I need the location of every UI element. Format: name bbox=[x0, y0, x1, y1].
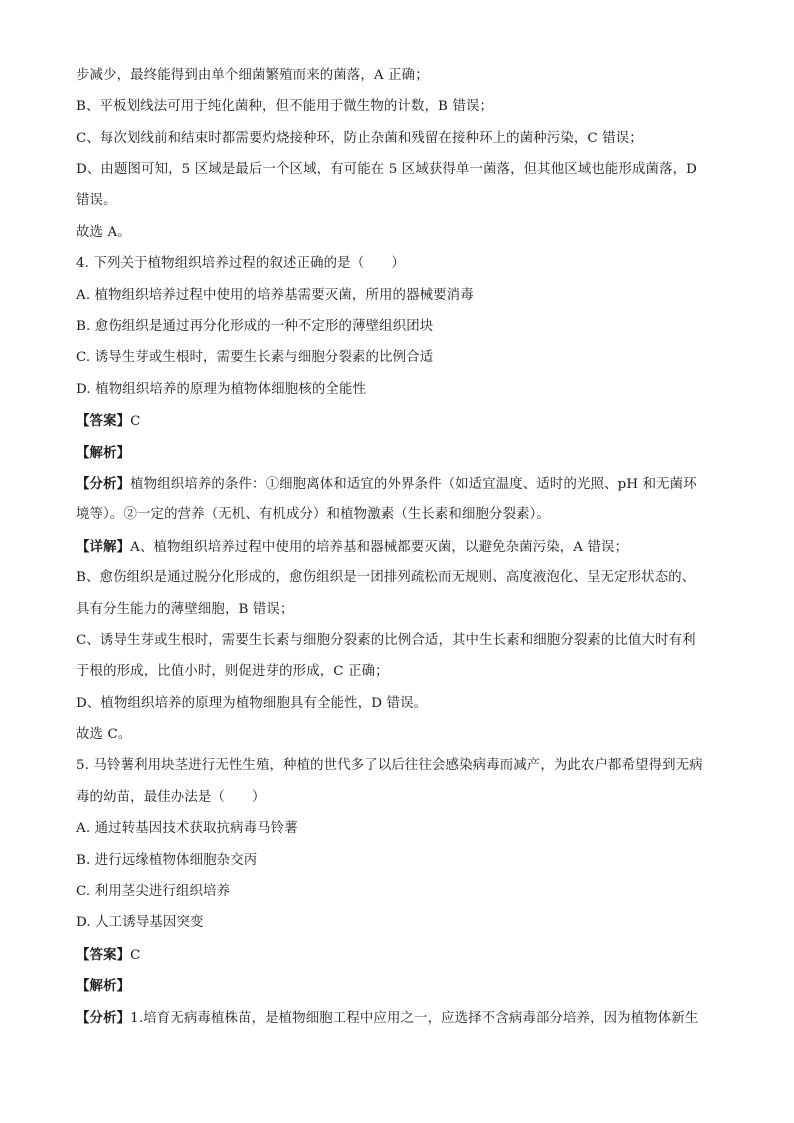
question-4-stem: 4. 下列关于植物组织培养过程的叙述正确的是（ ） bbox=[76, 256, 405, 271]
answer-tag: 【答案】 bbox=[76, 947, 131, 963]
question-5-option-c: C. 利用茎尖进行组织培养 bbox=[76, 884, 231, 899]
text-line: D、由题图可知，5 区域是最后一个区域，有可能在 5 区域获得单一菌落，但其他区域也能形成菌落，D bbox=[76, 162, 698, 177]
text-line: C、诱导生芽或生根时，需要生长素与细胞分裂素的比例合适，其中生长素和细胞分裂素的比值大时有利 bbox=[76, 633, 696, 648]
question-5-stem: 5. 马铃薯利用块茎进行无性生殖，种植的世代多了以后往往会感染病毒而减产，为此农户都希望得到无病 bbox=[76, 758, 703, 773]
fenxi-tag: 【分析】 bbox=[76, 476, 131, 492]
answer-tag: 【答案】 bbox=[76, 413, 131, 429]
question-5-option-a: A. 通过转基因技术获取抗病毒马铃薯 bbox=[76, 821, 298, 836]
question-4-option-c: C. 诱导生芽或生根时，需要生长素与细胞分裂素的比例合适 bbox=[76, 350, 434, 365]
question-4-option-b: B. 愈伤组织是通过再分化形成的一种不定形的薄壁组织团块 bbox=[76, 319, 434, 334]
text-line: 毒的幼苗，最佳办法是（ ） bbox=[76, 790, 266, 805]
text-line: C、每次划线前和结束时都需要灼烧接种环，防止杂菌和残留在接种环上的菌种污染，C 错误； bbox=[76, 131, 643, 146]
question-4-analysis-heading bbox=[76, 444, 130, 463]
question-4-option-a: A. 植物组织培养过程中使用的培养基需要灭菌，所用的器械要消毒 bbox=[76, 288, 474, 303]
question-5-answer: 【答案】C bbox=[76, 947, 141, 963]
text-line: 故选 C。 bbox=[76, 727, 132, 742]
question-4-xiangjie: 【详解】A、植物组织培养过程中使用的培养基和器械都要灭菌，以避免杂菌污染，A 错误； bbox=[76, 539, 629, 555]
text-line: 于根的形成，比值小时，则促进芽的形成，C 正确； bbox=[76, 664, 389, 679]
text-line: 具有分生能力的薄壁细胞，B 错误； bbox=[76, 602, 294, 617]
text-line: B、愈伤组织是通过脱分化形成的，愈伤组织是一团排列疏松而无规则、高度液泡化、呈无定形状态的、 bbox=[76, 570, 696, 585]
analysis-tag: 【解析】 bbox=[76, 978, 131, 994]
question-4-fenxi: 【分析】植物组织培养的条件：①细胞离体和适宜的外界条件（如适宜温度、适时的光照、pH 和无菌环 bbox=[76, 476, 697, 492]
xiangjie-tag: 【详解】 bbox=[76, 539, 131, 555]
question-5-option-b: B. 进行远缘植物体细胞杂交丙 bbox=[76, 853, 258, 868]
question-5-option-d: D. 人工诱导基因突变 bbox=[76, 915, 204, 930]
text-line: 步减少，最终能得到由单个细菌繁殖而来的菌落，A 正确； bbox=[76, 68, 429, 83]
text-line: B、平板划线法可用于纯化菌种，但不能用于微生物的计数，B 错误； bbox=[76, 99, 494, 114]
text-line: 境等）。②一定的营养（无机、有机成分）和植物激素（生长素和细胞分裂素）。 bbox=[76, 507, 551, 522]
question-4-answer: 【答案】C bbox=[76, 413, 141, 429]
question-5-fenxi: 【分析】1.培育无病毒植株苗，是植物细胞工程中应用之一，应选择不含病毒部分培养，因为植物体新生 bbox=[76, 1010, 699, 1026]
question-4-option-d: D. 植物组织培养的原理为植物体细胞核的全能性 bbox=[76, 382, 367, 397]
text-line: 错误。 bbox=[76, 193, 117, 208]
analysis-tag: 【解析】 bbox=[76, 445, 131, 461]
text-line: 故选 A。 bbox=[76, 225, 131, 240]
fenxi-tag: 【分析】 bbox=[76, 1010, 131, 1026]
text-line: D、植物组织培养的原理为植物细胞具有全能性，D 错误。 bbox=[76, 696, 428, 711]
question-5-analysis-heading bbox=[76, 977, 130, 996]
